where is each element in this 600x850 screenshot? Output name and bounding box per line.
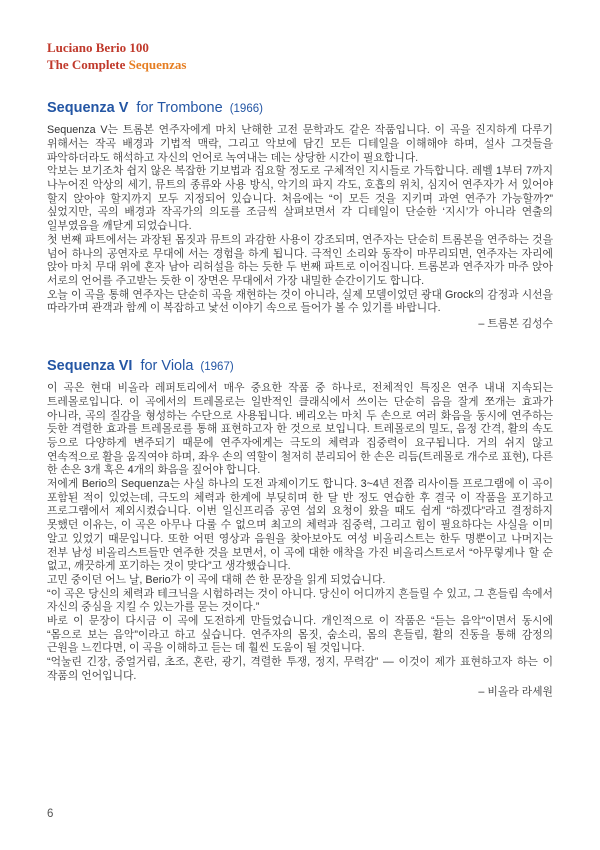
section-body xyxy=(47,124,553,316)
section-title-name: Sequenza VI xyxy=(47,357,133,374)
header-title-line2 xyxy=(47,57,553,74)
attribution-viola: – 비올라 라세원 xyxy=(478,685,553,698)
paragraph: 고민 중이던 어느 날, Berio가 이 곡에 대해 쓴 한 문장을 읽게 되었습니다. xyxy=(47,573,386,586)
header-title-line2-accent: Sequenzas xyxy=(125,56,187,72)
paragraph: Sequenza V는 트롬본 연주자에게 마치 난해한 고전 문학과도 같은 작품입니다. 이 곡을 진지하게 다루기 위해서는 작곡 배경과 기법적 맥락, 그리고 악보에 담긴 모든 디테일을 이해해야 하며, 설사 그것들을 파악하더라도 해석하고 자신의 언어로 녹여내는 데는 상당한 시간이 필요합니다. xyxy=(47,124,553,164)
header-title-line2-main: The Complete xyxy=(47,56,126,72)
section-title-sequenza-v xyxy=(47,100,553,117)
section-title-instrument: for Viola xyxy=(140,357,194,374)
paragraph: “이 곡은 당신의 체력과 테크닉을 시험하려는 것이 아니다. 당신이 어디까지 흔들릴 수 있고, 그 흔들림 속에서 자신의 중심을 지킬 수 있는가를 묻는 것이다.” xyxy=(47,587,553,614)
page-number: 6 xyxy=(47,808,54,820)
paragraph: 바로 이 문장이 다시금 이 곡에 도전하게 만들었습니다. 개인적으로 이 작품은 “듣는 음악”이면서 동시에 “몸으로 보는 음악”이라고 하고 싶습니다. 연주자의 몸짓, 숨소리, 몸의 흔들림, 활의 진동을 통해 감정의 근원을 느낀다면, 이 곡을 이해하고 듣는 데 훨씬 도움이 될 것입니다. xyxy=(47,615,553,655)
section-title-year: (1966) xyxy=(229,102,263,115)
paragraph: “억눌린 긴장, 중얼거림, 초조, 혼란, 광기, 격렬한 투쟁, 정지, 무력감” — 이것이 제가 표현하고자 하는 이 작품의 언어입니다. xyxy=(47,656,553,682)
section-title-instrument: for Trombone xyxy=(136,99,223,116)
section-title-year: (1967) xyxy=(200,360,234,373)
attribution-trombone: – 트롬본 김성수 xyxy=(478,318,553,331)
section-sequenza-v xyxy=(47,100,553,332)
section-body xyxy=(47,382,553,683)
paragraph: 이 곡은 현대 비올라 레퍼토리에서 매우 중요한 작품 중 하나로, 전체적인 특징은 연주 내내 지속되는 트레몰로입니다. 이 곡에서의 트레몰로는 일반적인 클래식에서 쓰이는 단순히 음을 잘게 쪼개는 효과가 아니라, 곡의 질감을 형성하는 수단으로 사용됩니다. 베리오는 마치 두 손으로 여러 화음을 동시에 연주하는 듯한 격렬한 효과를 트레몰로를 통해 표현하고자 한 것으로 보입니다. 트레몰로의 밀도, 음정 간격, 활의 속도 등으로 다양하게 변주되기 때문에 연주자에게는 극도의 체력과 집중력이 요구됩니다. 거의 쉬지 않고 연속적으로 활을 움직여야 하며, 좌우 손의 역할이 철저히 분리되어 한 손은 리듬(트레몰로 개수로 표현), 다른 한 손은 3개 혹은 4개의 화음을 짚어야 합니다. xyxy=(47,382,553,477)
paragraph: 악보는 보기조차 쉽지 않은 복잡한 기보법과 집요할 정도로 구체적인 지시들로 가득합니다. 레벨 1부터 7까지 나누어진 악상의 세기, 뮤트의 종류와 사용 방식, 악기의 파지 각도, 호흡의 위치, 심지어 연주자가 서 있어야 할지 앉아야 할지까지 모두 지정되어 있습니다. 처음에는 “이 모든 것을 지키며 과연 연주가 가능할까?” 싶었지만, 곡의 배경과 작곡가의 의도를 조금씩 살펴보면서 각 디테일이 단순한 ‘지시’가 아니라 연출의 일부였음을 깨닫게 되었습니다. xyxy=(47,165,553,233)
section-title-name: Sequenza V xyxy=(47,99,129,116)
section-title-sequenza-vi xyxy=(47,358,553,375)
header-title-line1: Luciano Berio 100 xyxy=(47,40,149,55)
document-header xyxy=(47,40,553,74)
paragraph: 오늘 이 곡을 통해 연주자는 단순히 곡을 재현하는 것이 아니라, 실제 모델이었던 광대 Grock의 감정과 시선을 따라가며 관객과 함께 이 복잡하고 낯선 이야기 속으로 들어가 볼 수 있기를 바랍니다. xyxy=(47,288,553,315)
paragraph: 저에게 Berio의 Sequenza는 사실 하나의 도전 과제이기도 합니다. 3~4년 전쯤 리사이틀 프로그램에 이 곡이 포함된 적이 있었는데, 극도의 체력과 한계에 부딪히며 한 달 반 정도 연습한 후 결국 이 작품을 포기하고 프로그램에서 제외시켰습니다. 이번 일신프리즘 공연 섭외 요청이 왔을 때도 쉽게 “하겠다”라고 결정하지 못했던 이유는, 이 곡은 아무나 다룰 수 없으며 최고의 체력과 집중력, 그리고 힘이 필요하다는 사실을 이미 알고 있었기 때문입니다. 또한 어떤 영상과 음원을 찾아보아도 여성 비올리스트는 한두 명뿐이고 나머지는 전부 남성 비올리스트들만 연주한 것을 보면서, 이 곡에 대한 애착을 가진 비올리스트로서 “아무렇게나 할 순 없고, 깨끗하게 포기하는 것이 맞다”고 생각했습니다. xyxy=(47,478,553,573)
paragraph: 첫 번째 파트에서는 과장된 몸짓과 뮤트의 과감한 사용이 강조되며, 연주자는 단순히 트롬본을 연주하는 것을 넘어 하나의 공연자로 무대에 서는 경험을 하게 됩니다. 극적인 소리와 동작이 마무리되면, 연주자는 자리에 앉아 마치 무대 위에 혼자 남아 리허설을 하는 듯한 두 번째 파트로 이어집니다. 트롬본과 연주자가 마주 앉아 서로의 언어를 주고받는 듯한 이 장면은 무대에서 가장 내밀한 순간이기도 합니다. xyxy=(47,233,553,287)
section-sequenza-vi xyxy=(47,358,553,700)
